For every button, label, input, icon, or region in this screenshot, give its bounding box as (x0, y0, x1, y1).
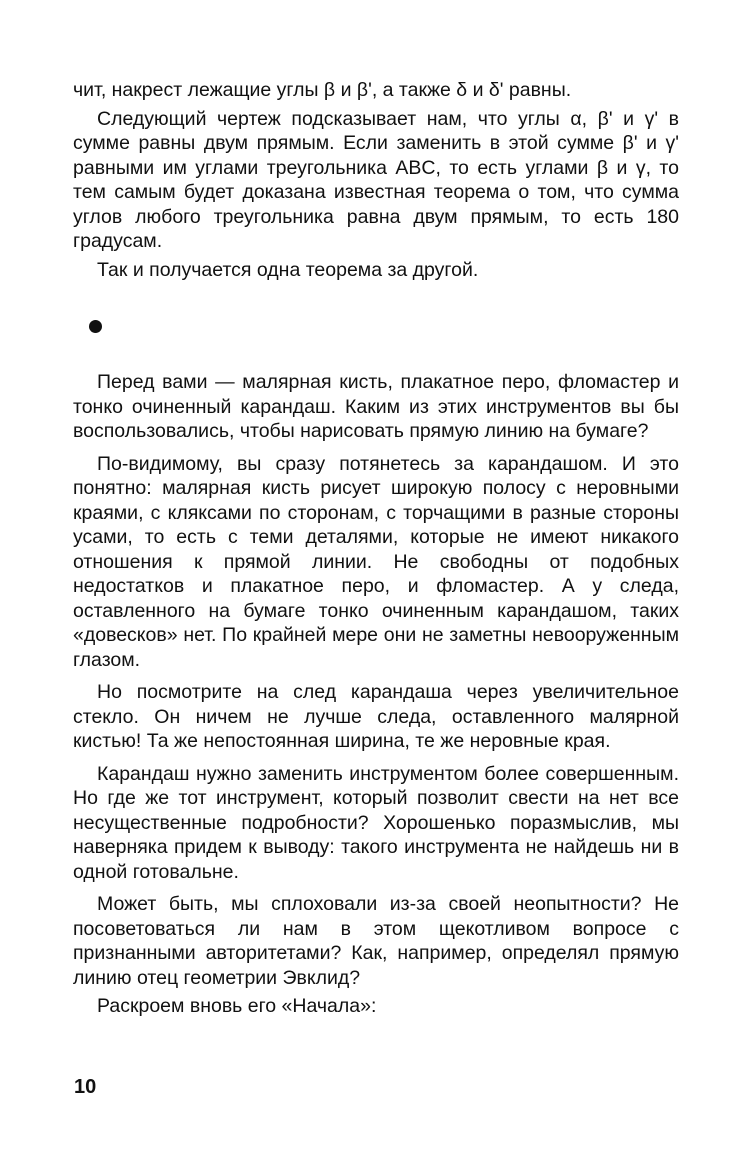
paragraph-drawing-tools: Перед вами — малярная кисть, плакатное перо, фломастер и тонко очиненный карандаш. Каким из этих инструментов вы бы воспользовались, чтобы нарисовать прямую линию на бумаге? (73, 371, 679, 442)
paragraph-open-elements: Раскроем вновь его «Начала»: (97, 995, 377, 1017)
paragraph-euclid-question: Может быть, мы сплоховали из-за своей неопытности? Не посоветоваться ли нам в этом щекотливом вопросе с признанными авторитетами? Как, например, определял прямую линию отец геометрии Эвклид? (73, 893, 679, 989)
paragraph-angles-continuation: чит, накрест лежащие углы β и β', а также δ и δ' равны. (73, 79, 572, 101)
paragraph-triangle-theorem: Следующий чертеж подсказывает нам, что углы α, β' и γ' в сумме равны двум прямым. Если заменить в этой сумме β' и γ' равными им углами треугольника ABC, то есть углами β и γ, то тем самым будет доказана известная теорема о том, что сумма углов любого треугольника равна двум прямым, то есть 180 градусам. (73, 107, 679, 252)
bullet-icon (89, 320, 102, 333)
page-number: 10 (74, 1076, 97, 1098)
paragraph-theorem-chain: Так и получается одна теорема за другой. (97, 258, 479, 281)
paragraph-magnifier: Но посмотрите на след карандаша через увеличительное стекло. Он ничем не лучше следа, оставленного малярной кистью! Та же непостоянная ширина, те же неровные края. (73, 681, 679, 752)
page-body (73, 78, 679, 1019)
paragraph-perfect-instrument: Карандаш нужно заменить инструментом более совершенным. Но где же тот инструмент, который позволит свести на нет все несущественные подробности? Хорошенько поразмыслив, мы наверняка придем к выводу: такого инструмента не найдешь ни в одной готовальне. (73, 762, 679, 883)
section-divider (73, 314, 679, 370)
paragraph-pencil-choice: По-видимому, вы сразу потянетесь за карандашом. И это понятно: малярная кисть рисует широкую полосу с неровными краями, с кляксами по сторонам, с торчащими в разные стороны усами, то есть с теми деталями, которые не имеют никакого отношения к прямой линии. Не свободны от подобных недостатков и плакатное перо, и фломастер. А у следа, оставленного на бумаге тонко очиненным карандашом, таких «довесков» нет. По крайней мере они не заметны невооруженным глазом. (73, 452, 679, 671)
